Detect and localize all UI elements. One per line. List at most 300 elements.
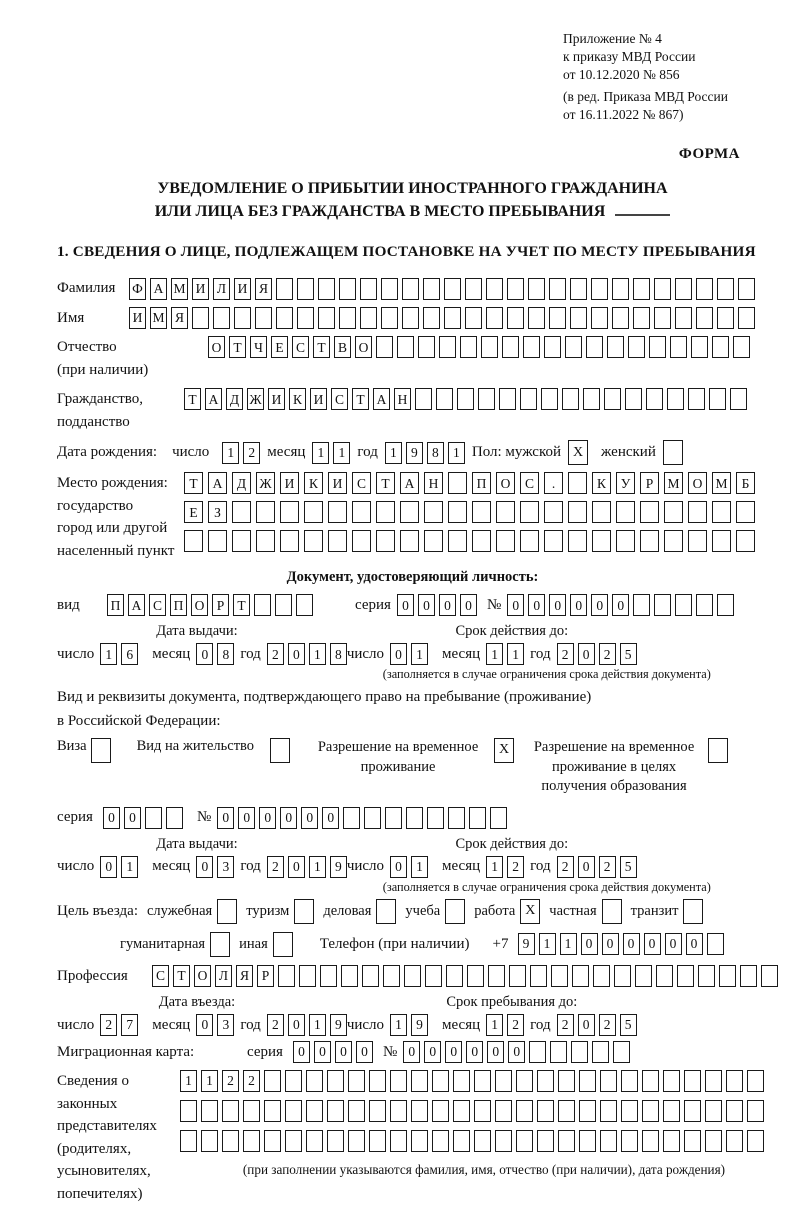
char-box[interactable]: 5: [620, 1014, 637, 1036]
char-box[interactable]: 0: [644, 933, 661, 955]
char-box[interactable]: 0: [549, 594, 566, 616]
char-box[interactable]: В: [334, 336, 351, 358]
char-box[interactable]: 0: [301, 807, 318, 829]
checkbox-residence-permit[interactable]: [270, 738, 290, 763]
char-box[interactable]: [339, 307, 356, 329]
char-box[interactable]: [352, 501, 371, 523]
char-box[interactable]: [364, 807, 381, 829]
checkbox-humanitarian[interactable]: [210, 932, 230, 957]
char-box[interactable]: [423, 307, 440, 329]
char-box[interactable]: [570, 307, 587, 329]
char-box[interactable]: 0: [686, 933, 703, 955]
char-box[interactable]: Л: [213, 278, 230, 300]
birthplace-line3-input[interactable]: [184, 530, 755, 552]
char-box[interactable]: 0: [570, 594, 587, 616]
char-box[interactable]: С: [292, 336, 309, 358]
char-box[interactable]: [465, 307, 482, 329]
checkbox-temporary-residence[interactable]: X: [494, 738, 514, 763]
char-box[interactable]: 5: [620, 643, 637, 665]
char-box[interactable]: [670, 336, 687, 358]
char-box[interactable]: [255, 307, 272, 329]
char-box[interactable]: [621, 1070, 638, 1092]
char-box[interactable]: 1: [390, 1014, 407, 1036]
char-box[interactable]: [568, 530, 587, 552]
char-box[interactable]: И: [280, 472, 299, 494]
char-box[interactable]: [166, 807, 183, 829]
char-box[interactable]: [328, 530, 347, 552]
char-box[interactable]: [551, 965, 568, 987]
char-box[interactable]: 0: [390, 856, 407, 878]
char-box[interactable]: [474, 1130, 491, 1152]
char-box[interactable]: П: [170, 594, 187, 616]
char-box[interactable]: [502, 336, 519, 358]
char-box[interactable]: 0: [322, 807, 339, 829]
char-box[interactable]: [516, 1100, 533, 1122]
name-input[interactable]: [129, 307, 755, 329]
char-box[interactable]: 1: [448, 442, 465, 464]
char-box[interactable]: Ж: [256, 472, 275, 494]
char-box[interactable]: [425, 965, 442, 987]
char-box[interactable]: [520, 530, 539, 552]
char-box[interactable]: [411, 1070, 428, 1092]
char-box[interactable]: [327, 1130, 344, 1152]
char-box[interactable]: 8: [217, 643, 234, 665]
char-box[interactable]: П: [107, 594, 124, 616]
checkbox-official[interactable]: [217, 899, 237, 924]
char-box[interactable]: 0: [508, 1041, 525, 1063]
char-box[interactable]: [726, 1070, 743, 1092]
char-box[interactable]: 1: [486, 1014, 503, 1036]
char-box[interactable]: [642, 1100, 659, 1122]
char-box[interactable]: [572, 965, 589, 987]
char-box[interactable]: [684, 1070, 701, 1092]
char-box[interactable]: [297, 278, 314, 300]
char-box[interactable]: О: [355, 336, 372, 358]
char-box[interactable]: [390, 1070, 407, 1092]
char-box[interactable]: [297, 307, 314, 329]
char-box[interactable]: К: [304, 472, 323, 494]
char-box[interactable]: [276, 307, 293, 329]
char-box[interactable]: 0: [259, 807, 276, 829]
char-box[interactable]: [509, 965, 526, 987]
char-box[interactable]: 9: [330, 856, 347, 878]
char-box[interactable]: [385, 807, 402, 829]
char-box[interactable]: [579, 1130, 596, 1152]
char-box[interactable]: [747, 1100, 764, 1122]
residence-valid-day-input[interactable]: [390, 856, 428, 878]
char-box[interactable]: [664, 501, 683, 523]
char-box[interactable]: [318, 307, 335, 329]
doc-type-input[interactable]: [107, 594, 313, 616]
char-box[interactable]: 0: [578, 1014, 595, 1036]
char-box[interactable]: [537, 1130, 554, 1152]
char-box[interactable]: [516, 1070, 533, 1092]
char-box[interactable]: Т: [233, 594, 250, 616]
char-box[interactable]: 0: [356, 1041, 373, 1063]
char-box[interactable]: [180, 1130, 197, 1152]
char-box[interactable]: [278, 965, 295, 987]
char-box[interactable]: [232, 501, 251, 523]
surname-input[interactable]: [129, 278, 755, 300]
char-box[interactable]: [667, 388, 684, 410]
char-box[interactable]: У: [616, 472, 635, 494]
checkbox-business[interactable]: [376, 899, 396, 924]
char-box[interactable]: 0: [196, 856, 213, 878]
char-box[interactable]: [496, 501, 515, 523]
char-box[interactable]: [717, 278, 734, 300]
char-box[interactable]: 1: [560, 933, 577, 955]
char-box[interactable]: [607, 336, 624, 358]
char-box[interactable]: [635, 965, 652, 987]
char-box[interactable]: [696, 594, 713, 616]
char-box[interactable]: С: [149, 594, 166, 616]
char-box[interactable]: 0: [528, 594, 545, 616]
residence-issue-year-input[interactable]: [267, 856, 347, 878]
char-box[interactable]: 0: [578, 643, 595, 665]
doc-number-input[interactable]: [507, 594, 734, 616]
char-box[interactable]: 1: [100, 643, 117, 665]
char-box[interactable]: [381, 278, 398, 300]
char-box[interactable]: [467, 965, 484, 987]
char-box[interactable]: Б: [736, 472, 755, 494]
char-box[interactable]: [675, 594, 692, 616]
char-box[interactable]: 9: [406, 442, 423, 464]
char-box[interactable]: [528, 307, 545, 329]
char-box[interactable]: 2: [267, 1014, 284, 1036]
char-box[interactable]: Т: [184, 388, 201, 410]
char-box[interactable]: С: [352, 472, 371, 494]
char-box[interactable]: [256, 530, 275, 552]
char-box[interactable]: [496, 530, 515, 552]
char-box[interactable]: [432, 1070, 449, 1092]
char-box[interactable]: 1: [333, 442, 350, 464]
char-box[interactable]: [448, 501, 467, 523]
char-box[interactable]: [646, 388, 663, 410]
char-box[interactable]: [222, 1130, 239, 1152]
char-box[interactable]: [726, 1100, 743, 1122]
char-box[interactable]: [397, 336, 414, 358]
char-box[interactable]: [343, 807, 360, 829]
char-box[interactable]: 9: [411, 1014, 428, 1036]
char-box[interactable]: 0: [507, 594, 524, 616]
char-box[interactable]: 2: [557, 856, 574, 878]
char-box[interactable]: [537, 1070, 554, 1092]
char-box[interactable]: [453, 1130, 470, 1152]
stay-year-input[interactable]: [557, 1014, 637, 1036]
char-box[interactable]: 0: [466, 1041, 483, 1063]
char-box[interactable]: 0: [288, 643, 305, 665]
char-box[interactable]: [705, 1070, 722, 1092]
char-box[interactable]: [424, 530, 443, 552]
residence-series-input[interactable]: [103, 807, 183, 829]
residence-issue-day-input[interactable]: [100, 856, 138, 878]
char-box[interactable]: [376, 336, 393, 358]
char-box[interactable]: Я: [255, 278, 272, 300]
char-box[interactable]: 0: [293, 1041, 310, 1063]
char-box[interactable]: [256, 501, 275, 523]
char-box[interactable]: [633, 278, 650, 300]
char-box[interactable]: 1: [411, 856, 428, 878]
char-box[interactable]: Т: [184, 472, 203, 494]
char-box[interactable]: Н: [394, 388, 411, 410]
residence-issue-month-input[interactable]: [196, 856, 234, 878]
char-box[interactable]: [633, 307, 650, 329]
char-box[interactable]: [628, 336, 645, 358]
char-box[interactable]: [145, 807, 162, 829]
char-box[interactable]: Ч: [250, 336, 267, 358]
checkbox-work[interactable]: X: [520, 899, 540, 924]
char-box[interactable]: [562, 388, 579, 410]
char-box[interactable]: [469, 807, 486, 829]
char-box[interactable]: [432, 1100, 449, 1122]
char-box[interactable]: [448, 472, 467, 494]
char-box[interactable]: 0: [581, 933, 598, 955]
char-box[interactable]: [213, 307, 230, 329]
birthplace-line2-input[interactable]: [184, 501, 755, 523]
char-box[interactable]: 5: [620, 856, 637, 878]
char-box[interactable]: А: [205, 388, 222, 410]
char-box[interactable]: [544, 501, 563, 523]
char-box[interactable]: [457, 388, 474, 410]
char-box[interactable]: [306, 1100, 323, 1122]
char-box[interactable]: 0: [103, 807, 120, 829]
char-box[interactable]: [390, 1100, 407, 1122]
char-box[interactable]: [369, 1130, 386, 1152]
char-box[interactable]: 0: [418, 594, 435, 616]
char-box[interactable]: [726, 1130, 743, 1152]
char-box[interactable]: [327, 1070, 344, 1092]
char-box[interactable]: [719, 965, 736, 987]
char-box[interactable]: [654, 594, 671, 616]
char-box[interactable]: Т: [173, 965, 190, 987]
char-box[interactable]: [649, 336, 666, 358]
char-box[interactable]: [460, 336, 477, 358]
char-box[interactable]: [348, 1130, 365, 1152]
char-box[interactable]: [490, 807, 507, 829]
char-box[interactable]: [327, 1100, 344, 1122]
char-box[interactable]: 0: [424, 1041, 441, 1063]
char-box[interactable]: 2: [507, 1014, 524, 1036]
char-box[interactable]: [411, 1100, 428, 1122]
char-box[interactable]: 8: [330, 643, 347, 665]
char-box[interactable]: [592, 501, 611, 523]
char-box[interactable]: [612, 307, 629, 329]
char-box[interactable]: [208, 530, 227, 552]
char-box[interactable]: [654, 278, 671, 300]
char-box[interactable]: [400, 530, 419, 552]
char-box[interactable]: [369, 1100, 386, 1122]
char-box[interactable]: С: [520, 472, 539, 494]
char-box[interactable]: [621, 1100, 638, 1122]
char-box[interactable]: [654, 307, 671, 329]
char-box[interactable]: А: [400, 472, 419, 494]
doc-valid-day-input[interactable]: [390, 643, 428, 665]
char-box[interactable]: 9: [330, 1014, 347, 1036]
char-box[interactable]: К: [592, 472, 611, 494]
char-box[interactable]: 1: [486, 643, 503, 665]
patronymic-input[interactable]: [208, 336, 750, 358]
checkbox-other[interactable]: [273, 932, 293, 957]
char-box[interactable]: [201, 1130, 218, 1152]
char-box[interactable]: [472, 530, 491, 552]
char-box[interactable]: 1: [309, 856, 326, 878]
char-box[interactable]: [592, 530, 611, 552]
char-box[interactable]: Д: [226, 388, 243, 410]
checkbox-male[interactable]: X: [568, 440, 588, 465]
char-box[interactable]: Я: [236, 965, 253, 987]
char-box[interactable]: [747, 1130, 764, 1152]
char-box[interactable]: М: [664, 472, 683, 494]
char-box[interactable]: М: [171, 278, 188, 300]
char-box[interactable]: [736, 530, 755, 552]
char-box[interactable]: [232, 530, 251, 552]
char-box[interactable]: [276, 278, 293, 300]
char-box[interactable]: [264, 1100, 281, 1122]
char-box[interactable]: 0: [314, 1041, 331, 1063]
char-box[interactable]: [488, 965, 505, 987]
doc-issue-year-input[interactable]: [267, 643, 347, 665]
char-box[interactable]: [549, 307, 566, 329]
char-box[interactable]: [415, 388, 432, 410]
doc-issue-day-input[interactable]: [100, 643, 138, 665]
char-box[interactable]: [360, 307, 377, 329]
char-box[interactable]: 0: [100, 856, 117, 878]
char-box[interactable]: [444, 278, 461, 300]
entry-year-input[interactable]: [267, 1014, 347, 1036]
char-box[interactable]: А: [150, 278, 167, 300]
char-box[interactable]: 2: [599, 856, 616, 878]
char-box[interactable]: [474, 1100, 491, 1122]
char-box[interactable]: [705, 1100, 722, 1122]
char-box[interactable]: Ф: [129, 278, 146, 300]
char-box[interactable]: [633, 594, 650, 616]
char-box[interactable]: [688, 388, 705, 410]
char-box[interactable]: 0: [124, 807, 141, 829]
char-box[interactable]: О: [688, 472, 707, 494]
residence-number-input[interactable]: [217, 807, 507, 829]
char-box[interactable]: [481, 336, 498, 358]
char-box[interactable]: С: [331, 388, 348, 410]
char-box[interactable]: [254, 594, 271, 616]
char-box[interactable]: [571, 1041, 588, 1063]
char-box[interactable]: Е: [271, 336, 288, 358]
char-box[interactable]: [404, 965, 421, 987]
char-box[interactable]: [360, 278, 377, 300]
char-box[interactable]: [446, 965, 463, 987]
char-box[interactable]: [474, 1070, 491, 1092]
char-box[interactable]: [436, 388, 453, 410]
char-box[interactable]: 0: [196, 643, 213, 665]
char-box[interactable]: [717, 307, 734, 329]
char-box[interactable]: 1: [507, 643, 524, 665]
char-box[interactable]: [733, 336, 750, 358]
char-box[interactable]: [663, 1130, 680, 1152]
char-box[interactable]: [280, 530, 299, 552]
char-box[interactable]: Ж: [247, 388, 264, 410]
profession-input[interactable]: [152, 965, 778, 987]
char-box[interactable]: Т: [352, 388, 369, 410]
doc-valid-year-input[interactable]: [557, 643, 637, 665]
char-box[interactable]: М: [150, 307, 167, 329]
char-box[interactable]: [423, 278, 440, 300]
char-box[interactable]: Д: [232, 472, 251, 494]
char-box[interactable]: [341, 965, 358, 987]
char-box[interactable]: [318, 278, 335, 300]
citizenship-input[interactable]: [184, 388, 747, 410]
doc-issue-month-input[interactable]: [196, 643, 234, 665]
char-box[interactable]: [530, 965, 547, 987]
char-box[interactable]: [583, 388, 600, 410]
char-box[interactable]: [738, 307, 755, 329]
char-box[interactable]: [495, 1130, 512, 1152]
char-box[interactable]: [285, 1070, 302, 1092]
char-box[interactable]: [642, 1130, 659, 1152]
char-box[interactable]: [478, 388, 495, 410]
char-box[interactable]: [529, 1041, 546, 1063]
char-box[interactable]: Т: [313, 336, 330, 358]
representatives-line3-input[interactable]: [180, 1130, 764, 1152]
char-box[interactable]: [625, 388, 642, 410]
char-box[interactable]: [761, 965, 778, 987]
char-box[interactable]: [544, 336, 561, 358]
representatives-line2-input[interactable]: [180, 1100, 764, 1122]
char-box[interactable]: [304, 530, 323, 552]
char-box[interactable]: [736, 501, 755, 523]
char-box[interactable]: [712, 530, 731, 552]
char-box[interactable]: 1: [180, 1070, 197, 1092]
char-box[interactable]: 0: [397, 594, 414, 616]
char-box[interactable]: З: [208, 501, 227, 523]
char-box[interactable]: Т: [229, 336, 246, 358]
char-box[interactable]: [381, 307, 398, 329]
char-box[interactable]: [696, 307, 713, 329]
char-box[interactable]: О: [496, 472, 515, 494]
char-box[interactable]: [691, 336, 708, 358]
char-box[interactable]: 2: [267, 643, 284, 665]
char-box[interactable]: [328, 501, 347, 523]
char-box[interactable]: И: [268, 388, 285, 410]
migration-number-input[interactable]: [403, 1041, 630, 1063]
char-box[interactable]: [406, 807, 423, 829]
char-box[interactable]: [600, 1070, 617, 1092]
char-box[interactable]: [570, 278, 587, 300]
char-box[interactable]: [568, 472, 587, 494]
char-box[interactable]: [688, 530, 707, 552]
char-box[interactable]: 1: [121, 856, 138, 878]
char-box[interactable]: [523, 336, 540, 358]
char-box[interactable]: [565, 336, 582, 358]
checkbox-private[interactable]: [602, 899, 622, 924]
checkbox-temporary-residence-education[interactable]: [708, 738, 728, 763]
char-box[interactable]: 1: [411, 643, 428, 665]
char-box[interactable]: [418, 336, 435, 358]
char-box[interactable]: 0: [612, 594, 629, 616]
char-box[interactable]: 2: [557, 643, 574, 665]
residence-valid-month-input[interactable]: [486, 856, 524, 878]
birth-year-input[interactable]: [385, 442, 465, 464]
char-box[interactable]: [383, 965, 400, 987]
doc-valid-month-input[interactable]: [486, 643, 524, 665]
char-box[interactable]: [465, 278, 482, 300]
char-box[interactable]: [507, 278, 524, 300]
char-box[interactable]: И: [129, 307, 146, 329]
char-box[interactable]: И: [192, 278, 209, 300]
char-box[interactable]: 0: [665, 933, 682, 955]
char-box[interactable]: [352, 530, 371, 552]
char-box[interactable]: [592, 1041, 609, 1063]
char-box[interactable]: Р: [257, 965, 274, 987]
char-box[interactable]: [444, 307, 461, 329]
